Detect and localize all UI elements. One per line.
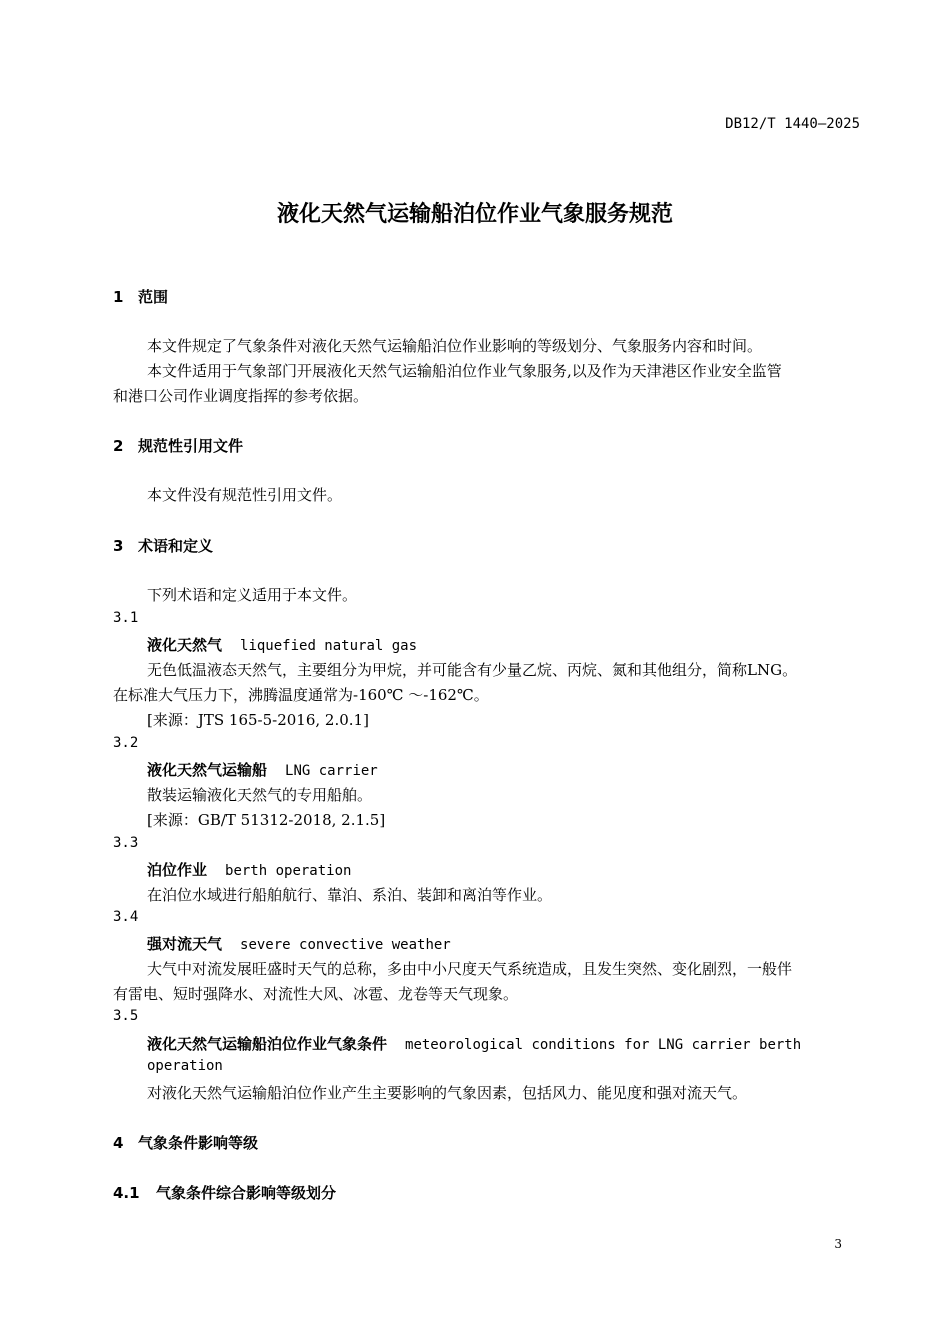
term-chinese: 液化天然气运输船泊位作业气象条件	[147, 1035, 388, 1053]
term-chinese: 泊位作业	[147, 861, 208, 879]
term-english: severe convective weather	[240, 937, 451, 953]
term-definition: 在泊位水域进行船舶航行、靠泊、系泊、装卸和离泊等作业。	[147, 886, 553, 904]
section-title: 术语和定义	[138, 537, 214, 555]
paragraph: 下列术语和定义适用于本文件。	[147, 586, 358, 604]
section-number: 2	[113, 437, 124, 455]
term-number: 3.4	[113, 909, 139, 925]
section-number: 3	[113, 537, 124, 555]
term-number: 3.2	[113, 735, 139, 751]
term-chinese: 液化天然气运输船	[147, 761, 268, 779]
term-definition-continuation: 在标准大气压力下，沸腾温度通常为-160℃ ～-162℃。	[113, 686, 489, 704]
term-number: 3.1	[113, 610, 139, 626]
subsection-number: 4.1	[113, 1184, 140, 1202]
term-chinese: 液化天然气	[147, 636, 223, 654]
paragraph: 本文件没有规范性引用文件。	[147, 486, 343, 504]
term-english: liquefied natural gas	[240, 638, 418, 654]
term-number: 3.3	[113, 835, 139, 851]
term-english: berth operation	[225, 863, 352, 879]
term-definition: 散装运输液化天然气的专用船舶。	[147, 786, 373, 804]
term-definition: 无色低温液态天然气，主要组分为甲烷，并可能含有少量乙烷、丙烷、氮和其他组分，简称LNG。	[147, 661, 798, 679]
section-title: 范围	[138, 288, 169, 306]
term-source: [来源：GB/T 51312-2018, 2.1.5]	[147, 811, 386, 829]
term-entry	[147, 859, 351, 880]
term-entry	[147, 933, 451, 954]
page-number: 3	[834, 1237, 842, 1251]
section-title: 气象条件影响等级	[138, 1134, 259, 1152]
paragraph: 本文件适用于气象部门开展液化天然气运输船泊位作业气象服务,以及作为天津港区作业安全监管	[147, 362, 782, 380]
document-title: 液化天然气运输船泊位作业气象服务规范	[276, 202, 673, 227]
section-1-heading	[113, 286, 168, 307]
term-entry	[147, 1033, 801, 1054]
term-definition: 大气中对流发展旺盛时天气的总称，多由中小尺度天气系统造成，且发生突然、变化剧烈，一般伴	[147, 960, 793, 978]
term-entry	[147, 634, 417, 655]
term-english: LNG carrier	[285, 763, 378, 779]
subsection-4-1-heading	[113, 1182, 336, 1203]
term-chinese: 强对流天气	[147, 935, 223, 953]
term-english-continuation: operation	[147, 1058, 223, 1074]
section-number: 1	[113, 288, 124, 306]
term-definition-continuation: 有雷电、短时强降水、对流性大风、冰雹、龙卷等天气现象。	[113, 985, 519, 1003]
term-number: 3.5	[113, 1008, 139, 1024]
standard-code: DB12/T 1440—2025	[725, 116, 860, 132]
section-3-heading	[113, 535, 213, 556]
section-number: 4	[113, 1134, 124, 1152]
term-source: [来源：JTS 165-5-2016, 2.0.1]	[147, 711, 369, 729]
section-title: 规范性引用文件	[138, 437, 244, 455]
section-4-heading	[113, 1132, 258, 1153]
term-english: meteorological conditions for LNG carrier berth	[405, 1037, 802, 1053]
term-definition: 对液化天然气运输船泊位作业产生主要影响的气象因素，包括风力、能见度和强对流天气。	[147, 1084, 748, 1102]
subsection-title: 气象条件综合影响等级划分	[156, 1184, 337, 1202]
section-2-heading	[113, 435, 243, 456]
term-entry	[147, 759, 378, 780]
paragraph: 本文件规定了气象条件对液化天然气运输船泊位作业影响的等级划分、气象服务内容和时间。	[147, 337, 763, 355]
paragraph-continuation: 和港口公司作业调度指挥的参考依据。	[113, 387, 369, 405]
